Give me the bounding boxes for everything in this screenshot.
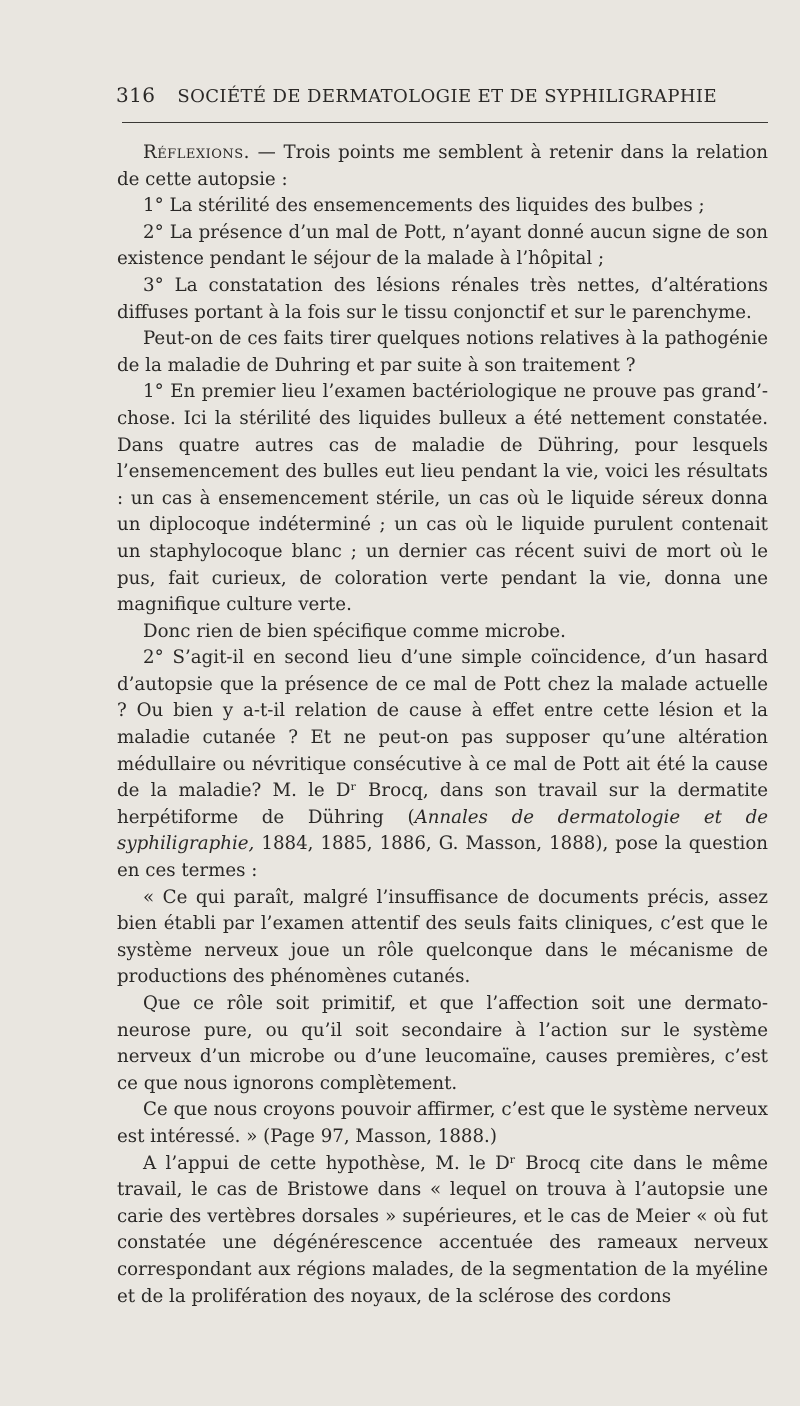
running-header xyxy=(116,83,766,107)
paragraph-point-1: 1° La stérilité des ensemencements des liquides des bulbes ; xyxy=(143,195,705,217)
body-text xyxy=(117,140,768,1310)
paragraph-quote-1: « Ce qui paraît, malgré l’insuffisance de documents précis, assez bien établi par l’examen attentif des seuls faits cliniques, c’est que le système nerveux joue un rôle quelconque dans le mécanisme de productions des phénomènes cutanés. xyxy=(117,886,768,988)
header-rule xyxy=(122,122,768,123)
paragraph-point-2: 2° La présence d’un mal de Pott, n’ayant donné aucun signe de son existence pendant le séjour de la malade à l’hôpital ; xyxy=(117,221,768,270)
paragraph-quote-2: Que ce rôle soit primitif, et que l’affection soit une dermato-neurose pure, ou qu’il soit secondaire à l’action sur le système nerveux d’un microbe ou d’une leucomaïne, causes premières, c’est ce que nous ignorons complètement. xyxy=(117,993,768,1094)
paragraph-reflexions xyxy=(117,140,768,193)
paragraph-hypothesis: A l’appui de cette hypothèse, M. le Dʳ Brocq cite dans le même travail, le cas de Bristowe dans « lequel on trouva à l’autopsie une carie des vertèbres dorsales » supérieures, et le cas de Meier « où fut constatée une dégénérescence accentuée des rameaux nerveux correspondant aux régions malades, de la segmentation de la myéline et de la prolifération des noyaux, de la sclérose des cordons xyxy=(117,1152,768,1307)
paragraph-microbe: Donc rien de bien spécifique comme microbe. xyxy=(143,620,566,642)
annales-citation: Annales de dermatologie et de syphiligraphie, xyxy=(117,806,768,855)
paragraph-bacteriology: 1° En premier lieu l’examen bactériologique ne prouve pas grand’-chose. Ici la stérilité des liquides bulleux a été nettement constatée. Dans quatre autres cas de maladie de Dühring, pour lesquels l’ensemencement des bulles eut lieu pendant la vie, voici les résultats : un cas à ensemencement stérile, un cas où le liquide séreux donna un diplocoque indéterminé ; un cas où le liquide purulent contenait un staphylocoque blanc ; un dernier cas récent suivi de mort où le pus, fait curieux, de coloration verte pendant la vie, donna une magnifique culture verte. xyxy=(117,381,768,616)
reflexions-lead: Réflexions. xyxy=(143,142,250,163)
paragraph-point-3: 3° La constatation des lésions rénales très nettes, d’altérations diffuses portant à la fois sur le tissu conjonctif et sur le parenchyme. xyxy=(117,274,768,323)
pott-text-a: 2° S’agit-il en second lieu d’une simple coïncidence, d’un hasard d’autopsie que la présence de ce mal de Pott chez la malade actuelle ? Ou bien y a-t-il relation de cause à effet entre cette lésion et la maladie cutanée ? Et ne peut-on pas supposer qu’une altération médullaire ou névritique consécutive à ce mal de Pott ait été la cause de la maladie? M. le Dʳ Brocq, dans son travail sur la dermatite herpétiforme de Dühring ( xyxy=(117,647,768,828)
page-number: 316 xyxy=(116,83,156,107)
reflexions-text: — Trois points me semblent à retenir dans la relation de cette autopsie : xyxy=(117,142,768,190)
paragraph-question: Peut-on de ces faits tirer quelques notions relatives à la pathogénie de la maladie de Duhring et par suite à son traitement ? xyxy=(117,328,768,376)
running-title: SOCIÉTÉ DE DERMATOLOGIE ET DE SYPHILIGRAPHIE xyxy=(177,86,717,107)
paragraph-quote-3: Ce que nous croyons pouvoir affirmer, c’est que le système nerveux est intéressé. » (Page 97, Masson, 1888.) xyxy=(117,1099,768,1147)
paragraph-pott xyxy=(117,645,768,884)
pott-text-b: 1884, 1885, 1886, G. Masson, 1888), pose la question en ces termes : xyxy=(117,833,768,882)
